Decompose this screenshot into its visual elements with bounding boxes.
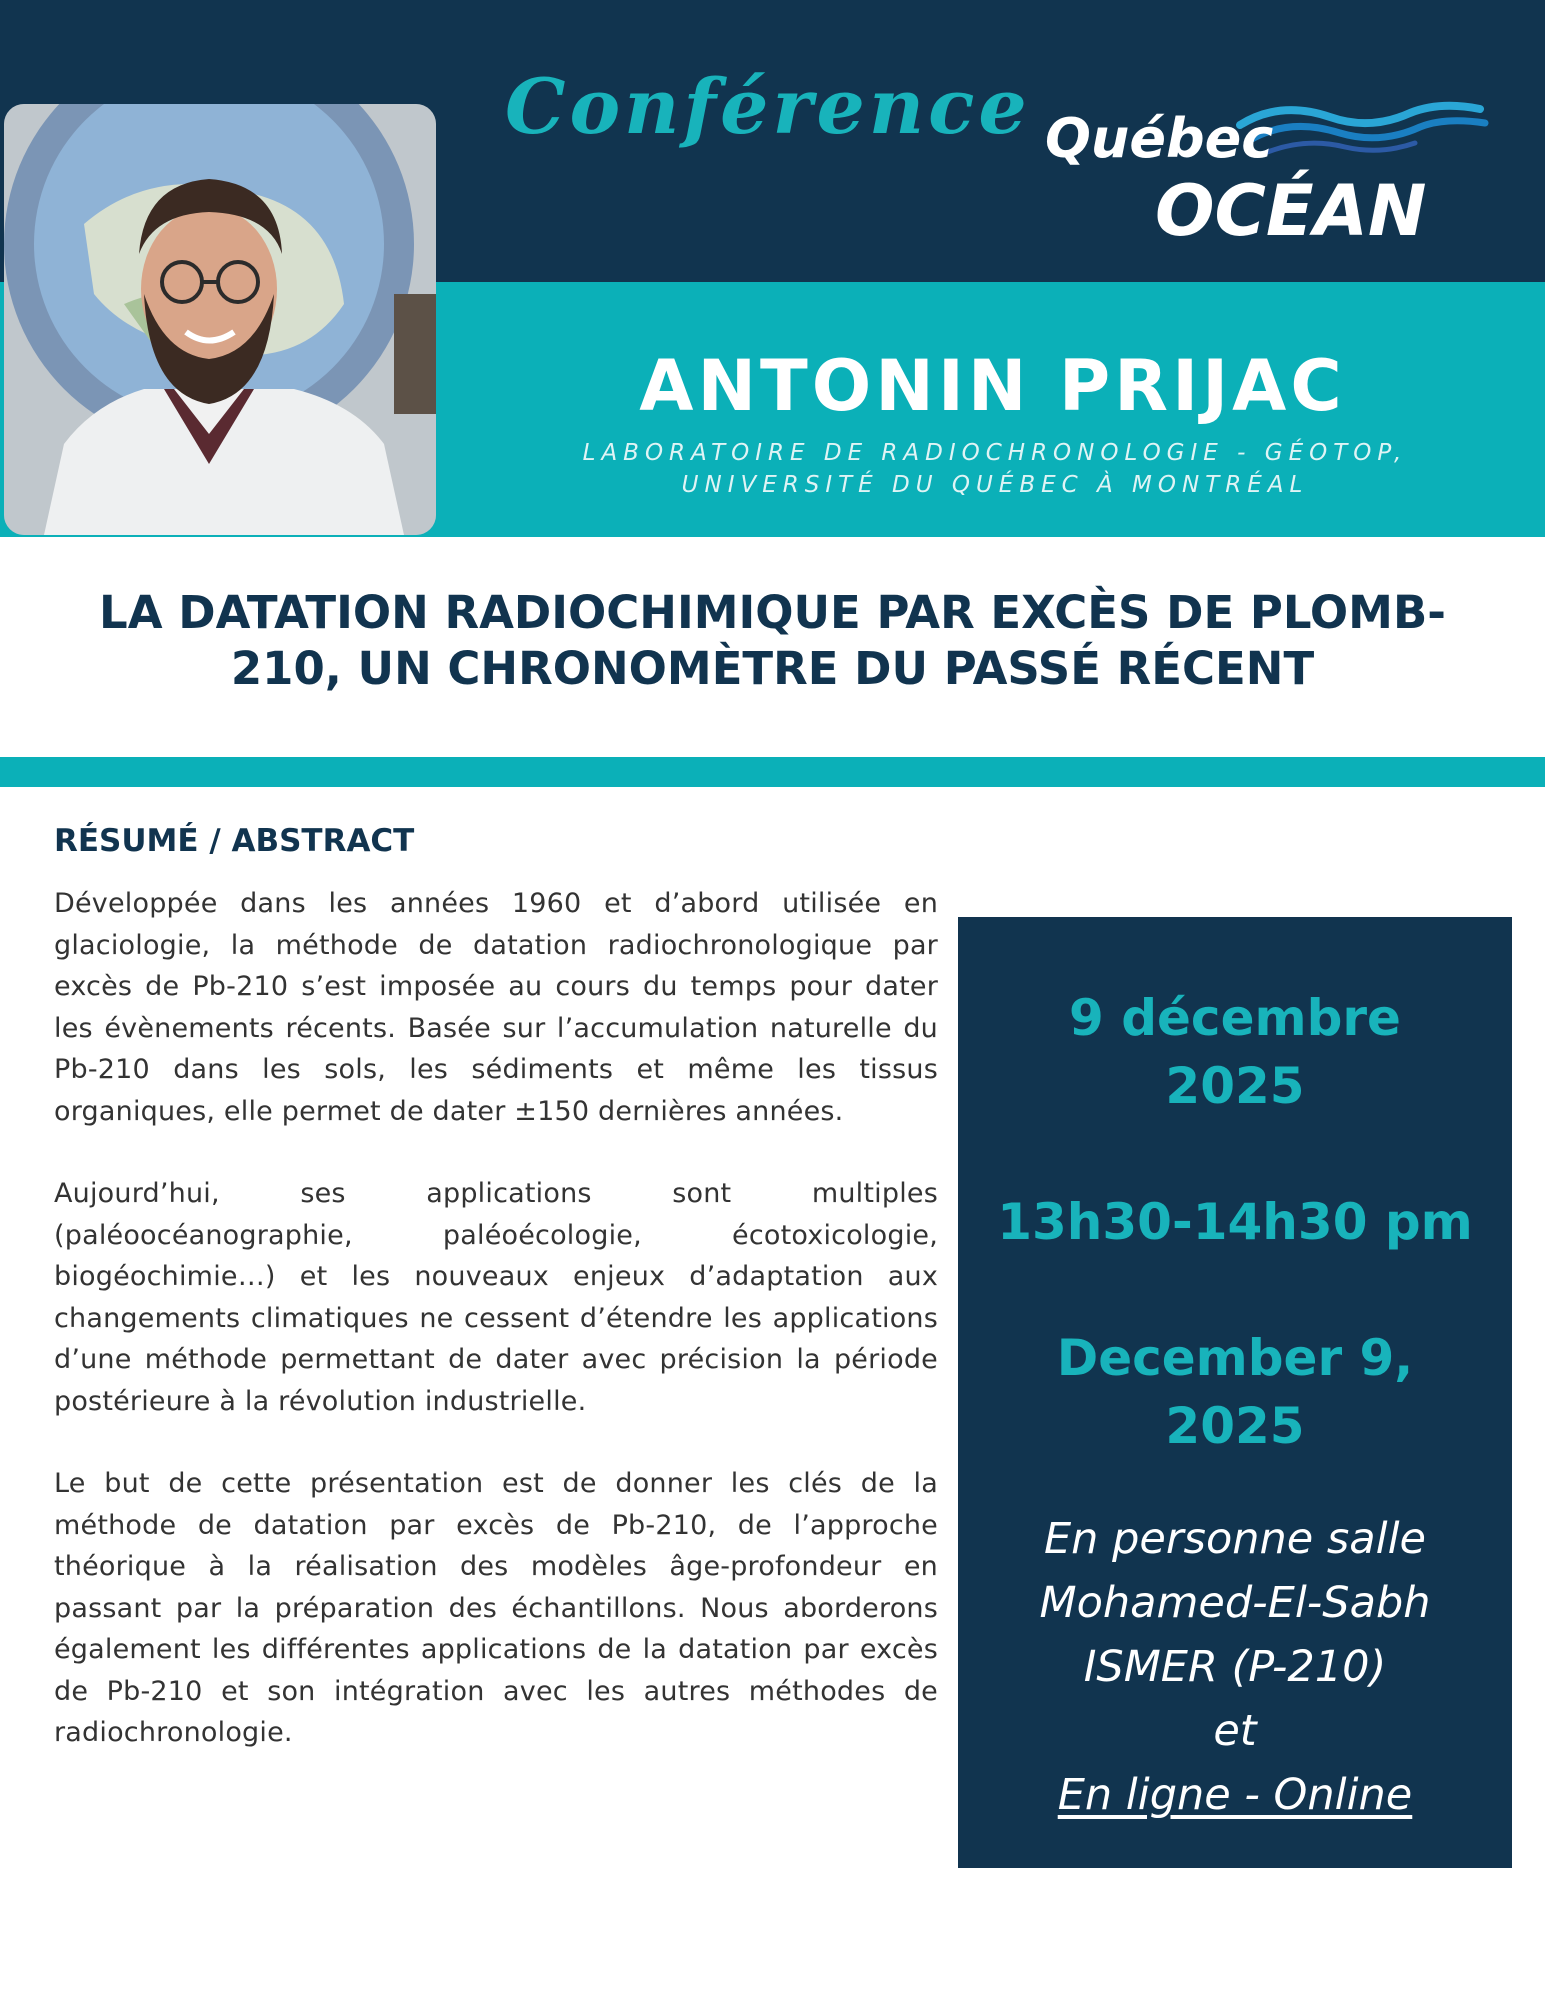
date-fr-line-2: 2025 — [1165, 1057, 1305, 1115]
section-divider — [0, 757, 1545, 787]
talk-title-line-1: LA DATATION RADIOCHIMIQUE PAR EXCÈS DE PLOMB- — [99, 586, 1446, 639]
speaker-photo — [4, 104, 436, 535]
logo-text-ocean: OCÉAN — [1155, 170, 1427, 245]
abstract-heading: RÉSUMÉ / ABSTRACT — [54, 823, 415, 859]
talk-title-line-2: 210, UN CHRONOMÈTRE DU PASSÉ RÉCENT — [230, 642, 1315, 695]
date-en-line-1: December 9, — [1056, 1329, 1414, 1387]
abstract-paragraph-1: Développée dans les années 1960 et d’abord utilisée en glaciologie, la méthode de datation radiochronologique par excès de Pb-210 s’est imposée au cours du temps pour dater les évènements récents. Basée sur l’accumulation naturelle du Pb-210 dans les sols, les sédiments et même les tissus organiques, elle permet de dater ±150 dernières années. — [54, 888, 938, 1127]
quebec-ocean-logo — [1040, 95, 1500, 245]
location-line-1: En personne salle — [1044, 1514, 1426, 1564]
abstract-paragraph-2: Aujourd’hui, ses applications sont multiples (paléoocéanographie, paléoécologie, écotoxicologie, biogéochimie…) et les nouveaux enjeux d’adaptation aux changements climatiques ne cessent d’étendre les applications d’une méthode permettant de dater avec précision la période postérieure à la révolution industrielle. — [54, 1178, 938, 1417]
conference-label: Conférence — [505, 62, 1031, 151]
abstract-body — [54, 883, 938, 1795]
talk-title — [60, 585, 1485, 697]
affiliation-line-1: LABORATOIRE DE RADIOCHRONOLOGIE - GÉOTOP, — [582, 440, 1408, 466]
online-link-row — [958, 1763, 1512, 1827]
abstract-paragraph-3: Le but de cette présentation est de donner les clés de la méthode de datation par excès de Pb-210, de l’approche théorique à la réalisation des modèles âge-profondeur en passant par la préparation des échantillons. Nous aborderons également les différentes applications de la datation par excès de Pb-210 et son intégration avec les autres méthodes de radiochronologie. — [54, 1468, 938, 1748]
event-info-box — [958, 917, 1512, 1868]
event-time: 13h30-14h30 pm — [997, 1193, 1473, 1251]
location-line-2: Mohamed-El-Sabh — [1039, 1578, 1431, 1628]
location-line-4: et — [1213, 1706, 1257, 1756]
affiliation-line-2: UNIVERSITÉ DU QUÉBEC À MONTRÉAL — [681, 472, 1309, 498]
speaker-affiliation — [460, 437, 1530, 501]
date-en-line-2: 2025 — [1165, 1397, 1305, 1455]
online-link[interactable]: En ligne - Online — [1057, 1770, 1413, 1820]
date-fr-line-1: 9 décembre — [1069, 989, 1401, 1047]
location-line-3: ISMER (P-210) — [1083, 1642, 1387, 1692]
logo-text-quebec: Québec — [1045, 107, 1274, 170]
speaker-name: ANTONIN PRIJAC — [639, 345, 1346, 427]
